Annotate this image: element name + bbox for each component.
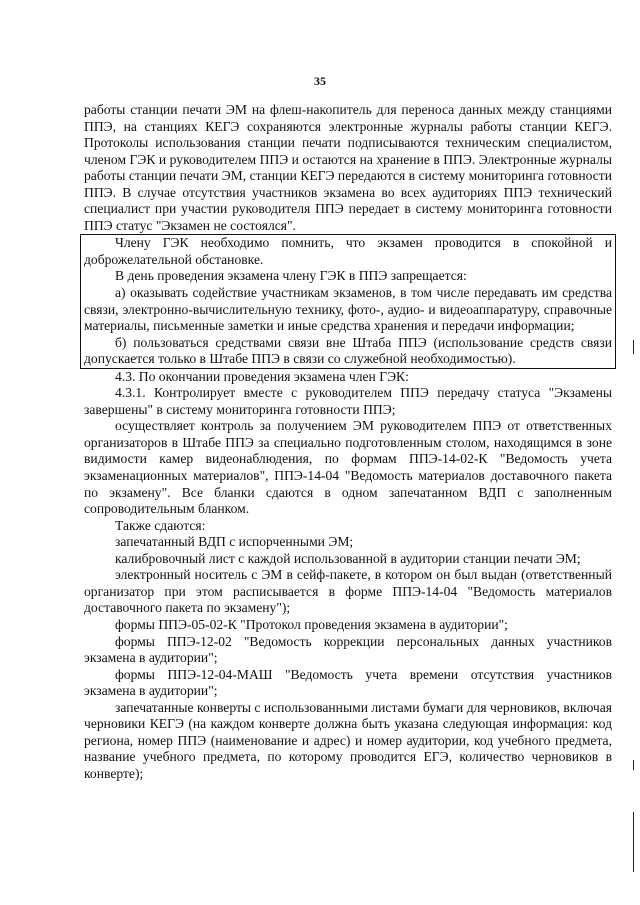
notice-intro: Члену ГЭК необходимо помнить, что экзамен проводится в спокойной и доброжелательной обстановке. [84, 235, 612, 267]
page-number: 35 [314, 74, 326, 88]
scan-artifact-mark [633, 340, 634, 354]
list-item: электронный носитель с ЭМ в сейф-пакете, в котором он был выдан (ответственный организатор при этом расписывается в форме ППЭ-14-04 "Ведомость материалов доставочного пакета по экзамену"); [84, 567, 612, 616]
list-item: формы ППЭ-05-02-К "Протокол проведения экзамена в аудитории"; [115, 616, 508, 632]
notice-forbidden-title: В день проведения экзамена члену ГЭК в ППЭ запрещается: [115, 268, 467, 284]
scan-artifact-mark [633, 760, 634, 770]
paragraph-control: осуществляет контроль за получением ЭМ руководителем ППЭ от ответственных организаторов в Штабе ППЭ за специально подготовленным столом, находящимся в зоне видимости камер видеонаблюдения, по формам ППЭ-14-02-К "Ведомость учета экзаменационных материалов", ППЭ-14-04 "Ведомость материалов доставочного пакета по экзамену". Все бланки сдаются в одном запечатанном ВДП с заполненным сопроводительным бланком. [84, 418, 612, 517]
document-body [84, 102, 612, 782]
paragraph-continuation: работы станции печати ЭМ на флеш-накопитель для переноса данных между станциями ППЭ, на станциях КЕГЭ сохраняются электронные журналы работы станции КЕГЭ. Протоколы использования станции печати подписываются техническим специалистом, членом ГЭК и руководителем ППЭ и остаются на хранение в ППЭ. Электронные журналы работы станции печати ЭМ, станции КЕГЭ передаются в систему мониторинга готовности ППЭ. В случае отсутствия участников экзамена во всех аудиториях ППЭ технический специалист при участии руководителя ППЭ передает в систему мониторинга готовности ППЭ статус "Экзамен не состоялся". [84, 102, 612, 233]
list-item: запечатанные конверты с использованными листами бумаги для черновиков, включая черновики КЕГЭ (на каждом конверте должна быть указана следующая информация: код региона, номер ППЭ (наименование и адрес) и номер аудитории, код учебного предмета, название учебного предмета, по которому проводится ЕГЭ, количество черновиков в конверте); [84, 699, 612, 781]
section-heading-4-3: 4.3. По окончании проведения экзамена член ГЭК: [115, 368, 409, 384]
list-item: формы ППЭ-12-02 "Ведомость коррекции персональных данных участников экзамена в аудитории"; [84, 633, 612, 666]
paragraph-also-submitted: Также сдаются: [115, 517, 206, 533]
notice-item-a: а) оказывать содействие участникам экзаменов, в том числе передавать им средства связи, электронно-вычислительную технику, фото-, аудио- и видеоаппаратуру, справочные материалы, письменные заметки и иные средства хранения и передачи информации; [84, 285, 612, 334]
list-item: калибровочный лист с каждой использованной в аудитории станции печати ЭМ; [115, 550, 581, 566]
list-item: запечатанный ВДП с испорченными ЭМ; [115, 534, 354, 550]
paragraph-4-3-1: 4.3.1. Контролирует вместе с руководителем ППЭ передачу статуса "Экзамены завершены" в систему мониторинга готовности ППЭ; [84, 385, 612, 417]
notice-box [80, 234, 616, 368]
notice-item-b: б) пользоваться средствами связи вне Штаба ППЭ (использование средств связи допускается только в Штабе ППЭ в связи со служебной необходимостью). [84, 334, 612, 367]
list-item: формы ППЭ-12-04-МАШ "Ведомость учета времени отсутствия участников экзамена в аудитории"; [84, 666, 612, 699]
scan-artifact-mark [633, 812, 634, 872]
